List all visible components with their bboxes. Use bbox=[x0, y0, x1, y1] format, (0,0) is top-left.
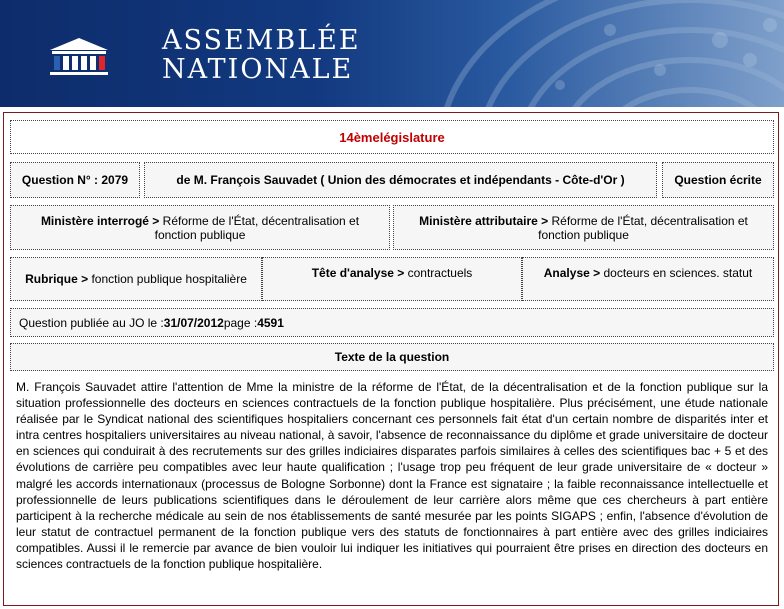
question-type-cell bbox=[662, 162, 774, 198]
ministere-interroge-value: Réforme de l'État, décentralisation et fonction publique bbox=[154, 213, 360, 242]
ministere-attributaire-label: Ministère attributaire > bbox=[419, 213, 549, 228]
brand-line-1: ASSEMBLÉE bbox=[162, 25, 361, 56]
analyse-cell bbox=[522, 257, 774, 301]
legislature-number: 14ème bbox=[339, 129, 380, 145]
publication-date: 31/07/2012 bbox=[163, 315, 224, 330]
publication-page: 4591 bbox=[257, 315, 284, 330]
question-number-cell bbox=[10, 162, 140, 198]
question-number: Question N° : 2079 bbox=[21, 173, 129, 187]
analyse-value: docteurs en sciences. statut bbox=[600, 266, 753, 280]
ministere-attributaire-value: Réforme de l'État, décentralisation et fonction publique bbox=[538, 213, 748, 242]
rubrique-label: Rubrique > bbox=[25, 272, 89, 286]
brand-title bbox=[162, 26, 361, 84]
publication-prefix: Question publiée au JO le : bbox=[19, 315, 164, 330]
ministere-interroge-label: Ministère interrogé > bbox=[40, 213, 160, 228]
assemblee-logo-icon bbox=[44, 36, 114, 78]
ministere-attributaire-cell bbox=[393, 205, 774, 250]
header-banner bbox=[0, 0, 784, 107]
brand-line-2: NATIONALE bbox=[162, 54, 354, 85]
ministere-interroge-cell bbox=[10, 205, 390, 250]
tete-analyse-value: contractuels bbox=[404, 266, 473, 280]
hemicycle-photo bbox=[360, 0, 784, 107]
publication-cell bbox=[10, 308, 774, 337]
publication-page-label: page : bbox=[223, 315, 258, 330]
question-type: Question écrite bbox=[674, 173, 762, 187]
rubrique-value: fonction publique hospitalière bbox=[88, 272, 247, 286]
tete-analyse-label: Tête d'analyse > bbox=[311, 266, 405, 280]
legislature-box bbox=[10, 120, 774, 154]
question-author-cell bbox=[144, 162, 657, 198]
question-text-heading-cell bbox=[10, 343, 774, 371]
question-author: de M. François Sauvadet ( Union des démocrates et indépendants - Côte-d'Or ) bbox=[176, 173, 625, 187]
rubrique-cell bbox=[10, 257, 262, 301]
tete-analyse-cell bbox=[262, 257, 522, 301]
question-text-heading: Texte de la question bbox=[334, 350, 450, 364]
analyse-label: Analyse > bbox=[543, 266, 601, 280]
legislature-label: législature bbox=[379, 129, 445, 145]
question-text-body: M. François Sauvadet attire l'attention de Mme la ministre de la réforme de l'État, de la décentralisation et de la fonction publique sur la situation professionnelle des docteurs en sciences contractuels de la fonction publique hospitalière. Plus précisément, une étude nationale réalisée par le Syndicat national des scientifiques hospitaliers concernant ces personnels fait état d'un certain nombre de disparités inter et intra centres hospitaliers universitaires au niveau national, à savoir, l'absence de reconnaissance du diplôme et grade universitaire de docteur en sciences qui conduirait à des recrutements sur des grilles indiciaires disparates parfois similaires à celles des scientifiques bac + 5 et des évolutions de carrière peu compatibles avec leur haute qualification ; l'usage trop peu fréquent de leur grade universitaire de « docteur » malgré les accords internationaux (processus de Bologne Sorbonne) dont la France est signataire ; la faible reconnaissance intellectuelle et professionnelle de leurs publications scientifiques dans le déroulement de leur carrière alors même que ces chercheurs à part entière participent à la recherche médicale au sein de nos établissements de santé mesurée par les points SIGAPS ; enfin, l'absence d'évolution de leur statut de contractuel permanent de la fonction publique vers des statuts de fonctionnaires à part entière avec des grilles indiciaires compatibles. Aussi il le remercie par avance de bien vouloir lui indiquer les initiatives qui pourraient être prises en direction des docteurs en sciences contractuels de la fonction publique hospitalière. bbox=[16, 380, 768, 572]
